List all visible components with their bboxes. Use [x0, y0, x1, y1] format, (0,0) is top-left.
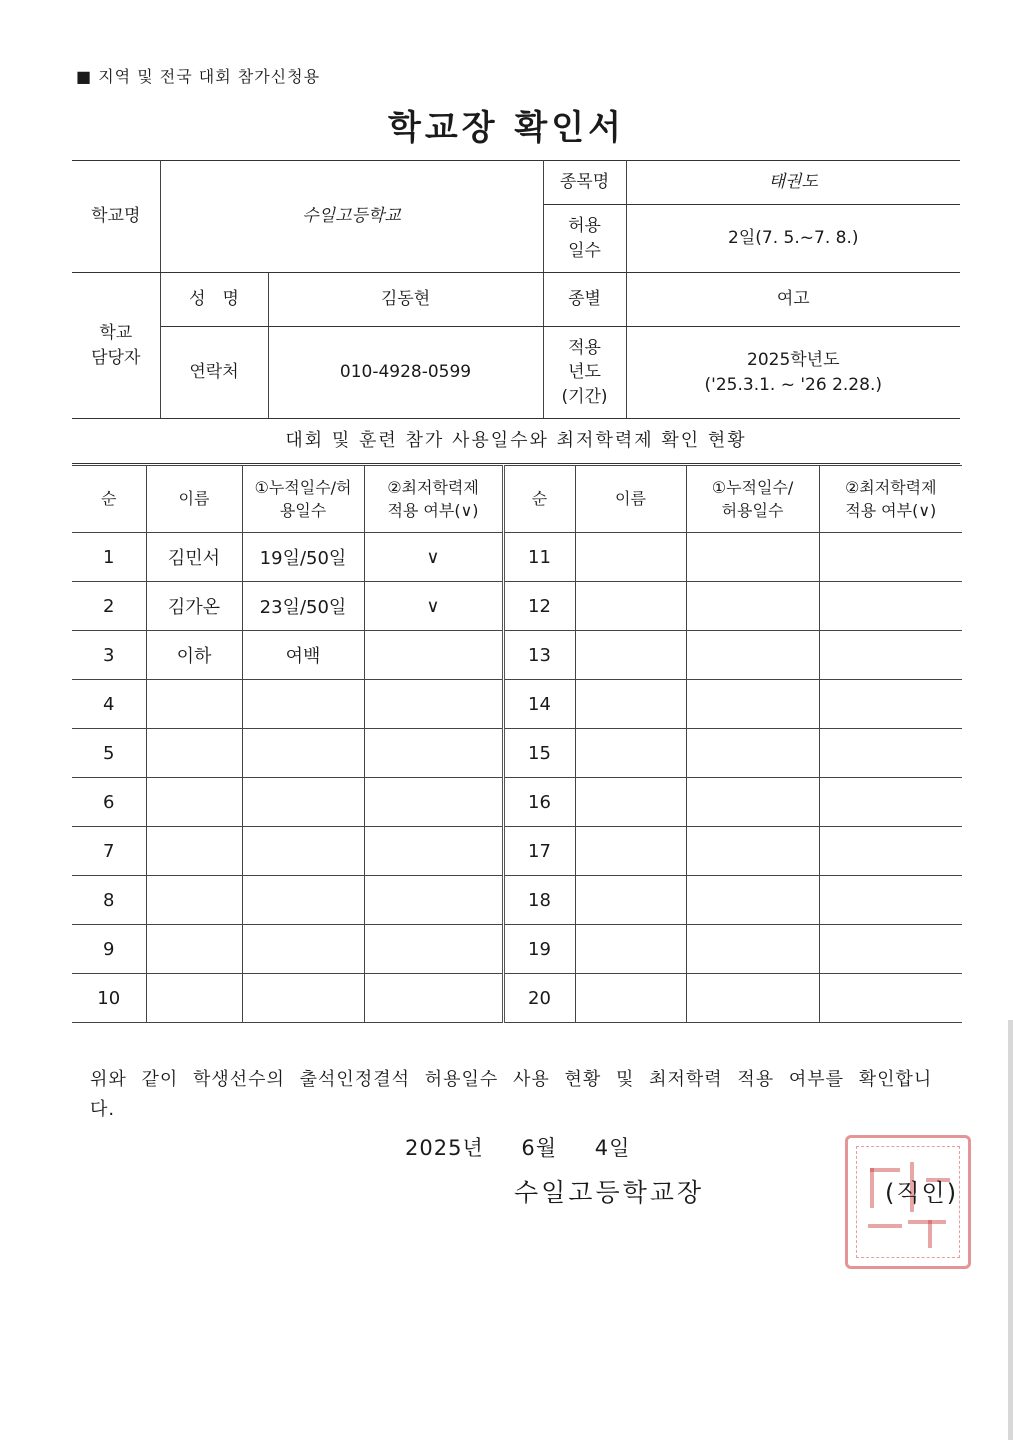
minimum-check-cell-right — [819, 876, 962, 925]
principal-name: 수일고등학교장 — [514, 1178, 705, 1207]
name-cell — [146, 876, 242, 925]
minimum-check-cell-right — [819, 729, 962, 778]
minimum-check-cell-right — [819, 827, 962, 876]
minimum-check-cell — [364, 729, 503, 778]
minimum-check-cell: ∨ — [364, 533, 503, 582]
no-cell: 7 — [72, 827, 146, 876]
header-name-right: 이름 — [575, 466, 686, 533]
minimum-check-cell — [364, 778, 503, 827]
minimum-check-cell-right — [819, 974, 962, 1023]
no-cell-right: 19 — [503, 925, 575, 974]
name-cell-right — [575, 533, 686, 582]
header-days-right: ①누적일수/ 허용일수 — [686, 466, 819, 533]
days-cell — [242, 729, 364, 778]
name-cell-right — [575, 778, 686, 827]
table-row — [72, 680, 962, 729]
days-cell: 여백 — [242, 631, 364, 680]
minimum-check-cell — [364, 876, 503, 925]
no-cell-right: 15 — [503, 729, 575, 778]
table-row — [72, 925, 962, 974]
table-row — [72, 582, 962, 631]
days-cell — [242, 925, 364, 974]
days-cell — [242, 827, 364, 876]
name-cell-right — [575, 974, 686, 1023]
name-cell — [146, 925, 242, 974]
minimum-check-cell — [364, 680, 503, 729]
days-cell-right — [686, 533, 819, 582]
minimum-check-cell — [364, 974, 503, 1023]
no-cell-right: 12 — [503, 582, 575, 631]
no-cell-right: 14 — [503, 680, 575, 729]
no-cell: 5 — [72, 729, 146, 778]
allowed-value: 2일(7. 5.~7. 8.) — [626, 205, 960, 273]
days-cell — [242, 876, 364, 925]
minimum-check-cell: ∨ — [364, 582, 503, 631]
name-cell — [146, 778, 242, 827]
name-cell: 김가온 — [146, 582, 242, 631]
table-row — [72, 631, 962, 680]
name-cell — [146, 680, 242, 729]
no-cell-right: 18 — [503, 876, 575, 925]
contact-value: 010-4928-0599 — [268, 327, 543, 419]
no-cell: 10 — [72, 974, 146, 1023]
minimum-check-cell-right — [819, 778, 962, 827]
section-heading: 대회 및 훈련 참가 사용일수와 최저학력제 확인 현황 — [72, 419, 960, 464]
minimum-check-cell — [364, 631, 503, 680]
no-cell: 3 — [72, 631, 146, 680]
minimum-check-cell-right — [819, 631, 962, 680]
period-value: 2025학년도 ('25.3.1. ~ '26 2.28.) — [626, 327, 960, 419]
header-name: 이름 — [146, 466, 242, 533]
days-cell-right — [686, 876, 819, 925]
name-cell-right — [575, 925, 686, 974]
days-cell-right — [686, 631, 819, 680]
gender-value: 여고 — [626, 273, 960, 327]
name-cell — [146, 974, 242, 1023]
days-cell-right — [686, 925, 819, 974]
form-note: ■ 지역 및 전국 대회 참가신청용 — [76, 67, 321, 86]
table-row — [72, 533, 962, 582]
name-cell-right — [575, 631, 686, 680]
no-cell: 6 — [72, 778, 146, 827]
table-row — [72, 974, 962, 1023]
header-minimum: ②최저학력제 적용 여부(∨) — [364, 466, 503, 533]
minimum-check-cell-right — [819, 582, 962, 631]
header-no-right: 순 — [503, 466, 575, 533]
seal-label: (직인) — [885, 1179, 959, 1207]
manager-label: 학교 담당자 — [72, 273, 160, 419]
period-label: 적용 년도 (기간) — [543, 327, 626, 419]
no-cell: 8 — [72, 876, 146, 925]
minimum-check-cell-right — [819, 925, 962, 974]
no-cell: 4 — [72, 680, 146, 729]
sport-label: 종목명 — [543, 161, 626, 205]
header-no: 순 — [72, 466, 146, 533]
days-cell — [242, 680, 364, 729]
name-cell — [146, 827, 242, 876]
name-value: 김동현 — [268, 273, 543, 327]
name-cell — [146, 729, 242, 778]
header-days: ①누적일수/허 용일수 — [242, 466, 364, 533]
school-label: 학교명 — [72, 161, 160, 273]
no-cell-right: 11 — [503, 533, 575, 582]
table-row — [72, 827, 962, 876]
allowed-label: 허용 일수 — [543, 205, 626, 273]
days-cell-right — [686, 680, 819, 729]
table-row — [72, 778, 962, 827]
no-cell-right: 20 — [503, 974, 575, 1023]
name-label: 성 명 — [160, 273, 268, 327]
no-cell: 9 — [72, 925, 146, 974]
minimum-check-cell-right — [819, 680, 962, 729]
name-cell-right — [575, 827, 686, 876]
confirmation-statement: 위와 같이 학생선수의 출석인정결석 허용일수 사용 현황 및 최저학력 적용 여부를 확인합니다. — [90, 1069, 933, 1120]
table-row — [72, 876, 962, 925]
days-cell-right — [686, 582, 819, 631]
minimum-check-cell — [364, 925, 503, 974]
days-cell — [242, 974, 364, 1023]
no-cell-right: 13 — [503, 631, 575, 680]
table-row — [72, 729, 962, 778]
usage-table — [72, 465, 962, 1023]
scroll-edge — [1008, 1020, 1013, 1440]
no-cell: 1 — [72, 533, 146, 582]
header-minimum-right: ②최저학력제 적용 여부(∨) — [819, 466, 962, 533]
days-cell-right — [686, 827, 819, 876]
name-cell-right — [575, 876, 686, 925]
name-cell-right — [575, 680, 686, 729]
name-cell: 이하 — [146, 631, 242, 680]
table-header-row — [72, 466, 962, 533]
name-cell-right — [575, 729, 686, 778]
school-value: 수일고등학교 — [160, 161, 543, 273]
contact-label: 연락처 — [160, 327, 268, 419]
minimum-check-cell — [364, 827, 503, 876]
issue-date: 2025년 6월 4일 — [405, 1136, 631, 1160]
name-cell-right — [575, 582, 686, 631]
sport-value: 태권도 — [626, 161, 960, 205]
name-cell: 김민서 — [146, 533, 242, 582]
no-cell-right: 17 — [503, 827, 575, 876]
days-cell-right — [686, 778, 819, 827]
no-cell: 2 — [72, 582, 146, 631]
minimum-check-cell-right — [819, 533, 962, 582]
no-cell-right: 16 — [503, 778, 575, 827]
days-cell-right — [686, 729, 819, 778]
info-table — [72, 160, 960, 464]
page-title: 학교장 확인서 — [388, 108, 625, 148]
days-cell: 19일/50일 — [242, 533, 364, 582]
days-cell — [242, 778, 364, 827]
days-cell: 23일/50일 — [242, 582, 364, 631]
days-cell-right — [686, 974, 819, 1023]
gender-label: 종별 — [543, 273, 626, 327]
